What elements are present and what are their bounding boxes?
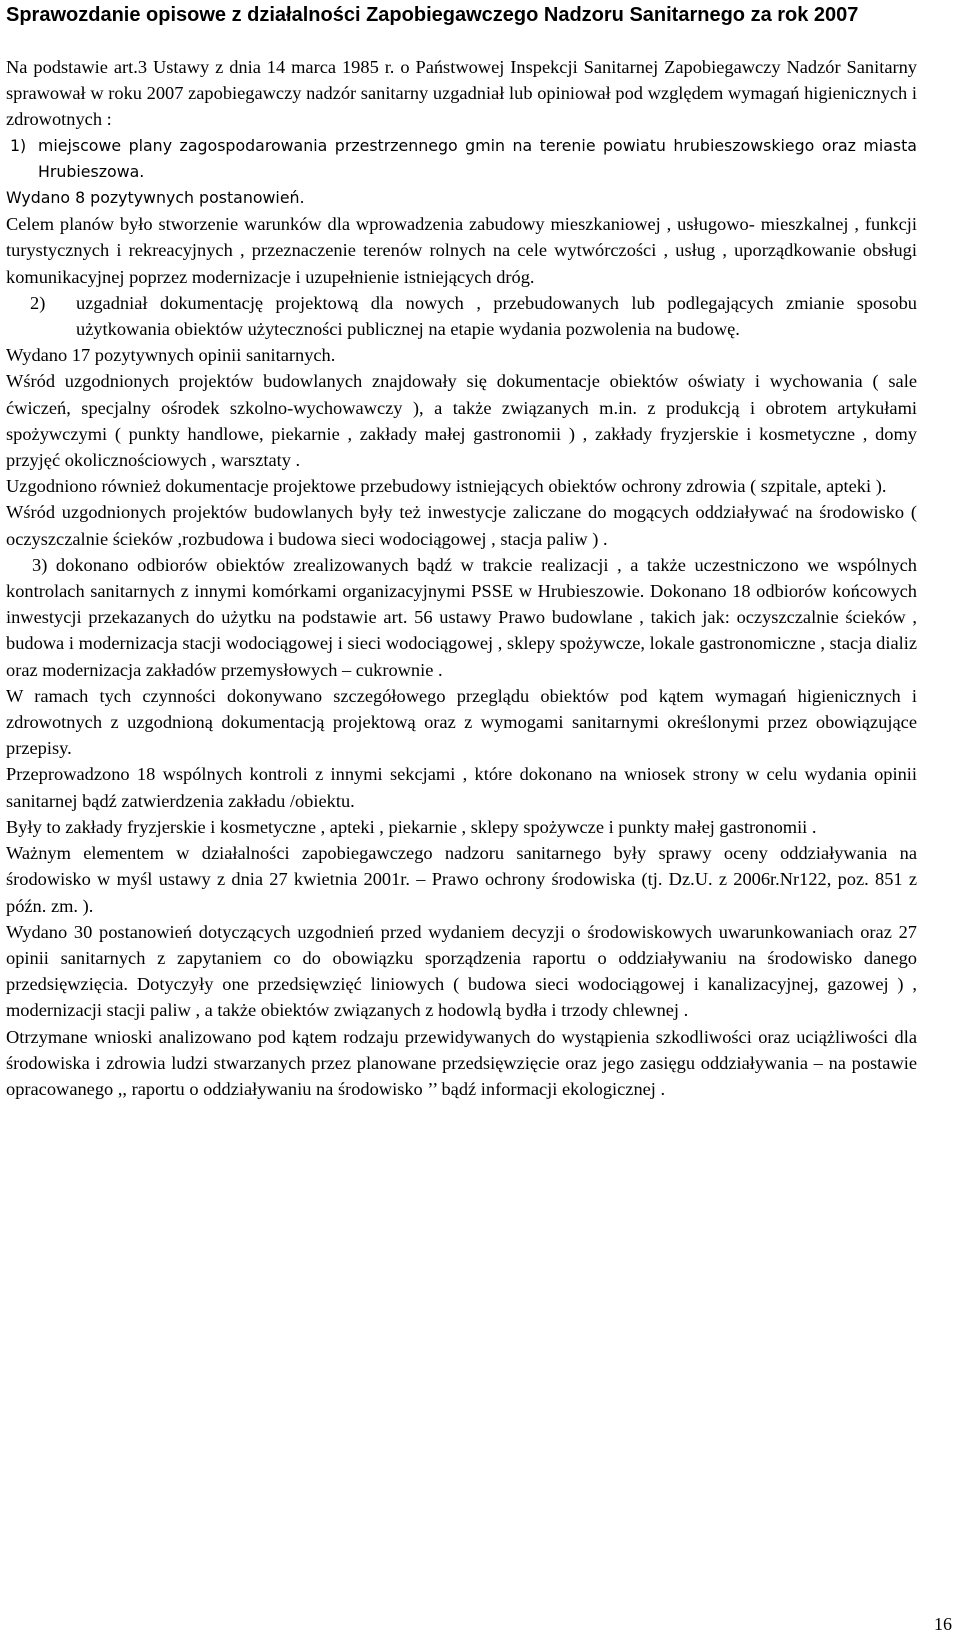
environmental-assessment-paragraph: Ważnym elementem w działalności zapobiegawczego nadzoru sanitarnego były sprawy oceny oddziaływania na środowisko w myśl ustawy z dnia 27 kwietnia 2001r. – Prawo ochrony środowiska (tj. Dz.U. z 2006r.Nr122, poz. 851 z późn. zm. ). (6, 843, 917, 916)
review-paragraph: W ramach tych czynności dokonywano szczegółowego przeglądu obiektów pod kątem wymagań higienicznych i zdrowotnych z uzgodnioną dokumentacją projektową oraz z wymogami sanitarnymi określonymi przez obowiązujące przepisy. (6, 685, 917, 759)
document-body (6, 54, 917, 1102)
list-item-1-text: miejscowe plany zagospodarowania przestrzennego gmin na terenie powiatu hrubieszowskiego oraz miasta Hrubieszowa. (38, 135, 917, 181)
intro-paragraph: Na podstawie art.3 Ustawy z dnia 14 marca 1985 r. o Państwowej Inspekcji Sanitarnej Zapobiegawczy Nadzór Sanitarny sprawował w roku 2007 zapobiegawczy nadzór sanitarny uzgadniał lub opiniował pod względem wymagań higienicznych i zdrowotnych : (6, 57, 917, 130)
joint-inspections-paragraph: Przeprowadzono 18 wspólnych kontroli z innymi sekcjami , które dokonano na wniosek strony w celu wydania opinii sanitarnej bądź zatwierdzenia zakładu /obiektu. (6, 764, 917, 811)
item-2-projects-paragraph: Wśród uzgodnionych projektów budowlanych znajdowały się dokumentacje obiektów oświaty i wychowania ( sale ćwiczeń, specjalny ośrodek szkolno-wychowawczy ), a także związanych m.in. z produkcją i obrotem artykułami spożywczymi ( punkty handlowe, piekarnie , zakłady małej gastronomii ) , zakłady fryzjerskie i kosmetyczne , domy przyjęć okolicznościowych , warsztaty . (6, 371, 917, 471)
document-page (6, 0, 917, 1641)
item-1-count: Wydano 8 pozytywnych postanowień. (6, 188, 305, 208)
list-item-2 (6, 290, 917, 342)
list-item-1 (6, 133, 917, 185)
page-number: 16 (934, 1614, 952, 1634)
list-item-1-number: 1) (10, 135, 27, 155)
list-item-2-number: 2) (30, 292, 46, 313)
analysis-paragraph: Otrzymane wnioski analizowano pod kątem rodzaju przewidywanych do wystąpienia szkodliwości oraz uciążliwości dla środowiska i zdrowia ludzi stwarzanych przez planowane przedsięwzięcie oraz jego zasięgu oddziaływania – na postawie opracowanego ,, raportu o oddziaływaniu na środowisko ’’ bądź informacji ekologicznej . (6, 1026, 917, 1099)
item-2-environment-paragraph: Wśród uzgodnionych projektów budowlanych były też inwestycje zaliczane do mogących oddziaływać na środowisko ( oczyszczalnie ścieków ,rozbudowa i budowa sieci wodociągowej , stacja paliw ) . (6, 502, 917, 549)
item-2-health-paragraph: Uzgodniono również dokumentacje projektowe przebudowy istniejących obiektów ochrony zdrowia ( szpitale, apteki ). (6, 476, 887, 497)
list-item-3-paragraph: 3) dokonano odbiorów obiektów zrealizowanych bądź w trakcie realizacji , a także uczestniczono we wspólnych kontrolach sanitarnych z innymi komórkami organizacyjnymi PSSE w Hrubieszowie. Dokonano 18 odbiorów końcowych inwestycji przekazanych do użytku na podstawie art. 56 ustawy Prawo budowlane , takich jak: oczyszczalnie ścieków , budowa i modernizacja stacji wodociągowej i sieci wodociągowej , sklepy spożywcze, lokale gastronomiczne , stacja dializ oraz modernizacja zakładów przemysłowych – cukrownie . (6, 554, 917, 680)
issued-decisions-paragraph: Wydano 30 postanowień dotyczących uzgodnień przed wydaniem decyzji o środowiskowych uwarunkowaniach oraz 27 opinii sanitarnych z zapytaniem co do obowiązku sporządzenia raportu o oddziaływaniu na środowisko danego przedsięwzięcia. Dotyczyły one przedsięwzięć liniowych ( budowa sieci wodociągowej i kanalizacyjnej, gazowej ) , modernizacji stacji paliw , a także obiektów związanych z hodowlą bydła i trzody chlewnej . (6, 921, 917, 1021)
document-title: Sprawozdanie opisowe z działalności Zapobiegawczego Nadzoru Sanitarnego za rok 2007 (6, 4, 859, 26)
item-2-count: Wydano 17 pozytywnych opinii sanitarnych. (6, 345, 336, 366)
facility-types-paragraph: Były to zakłady fryzjerskie i kosmetyczne , apteki , piekarnie , sklepy spożywcze i punkty małej gastronomii . (6, 816, 817, 837)
item-1-goal-paragraph: Celem planów było stworzenie warunków dla wprowadzenia zabudowy mieszkaniowej , usługowo- mieszkalnej , funkcji turystycznych i rekreacyjnych , przeznaczenie terenów rolnych na cele wytwórczości , usług , uporządkowanie obsługi komunikacyjnej poprzez modernizacje i uzupełnienie istniejących dróg. (6, 214, 917, 287)
list-item-2-text: uzgadniał dokumentację projektową dla nowych , przebudowanych lub podlegających zmianie sposobu użytkowania obiektów użyteczności publicznej na etapie wydania pozwolenia na budowę. (76, 292, 917, 340)
